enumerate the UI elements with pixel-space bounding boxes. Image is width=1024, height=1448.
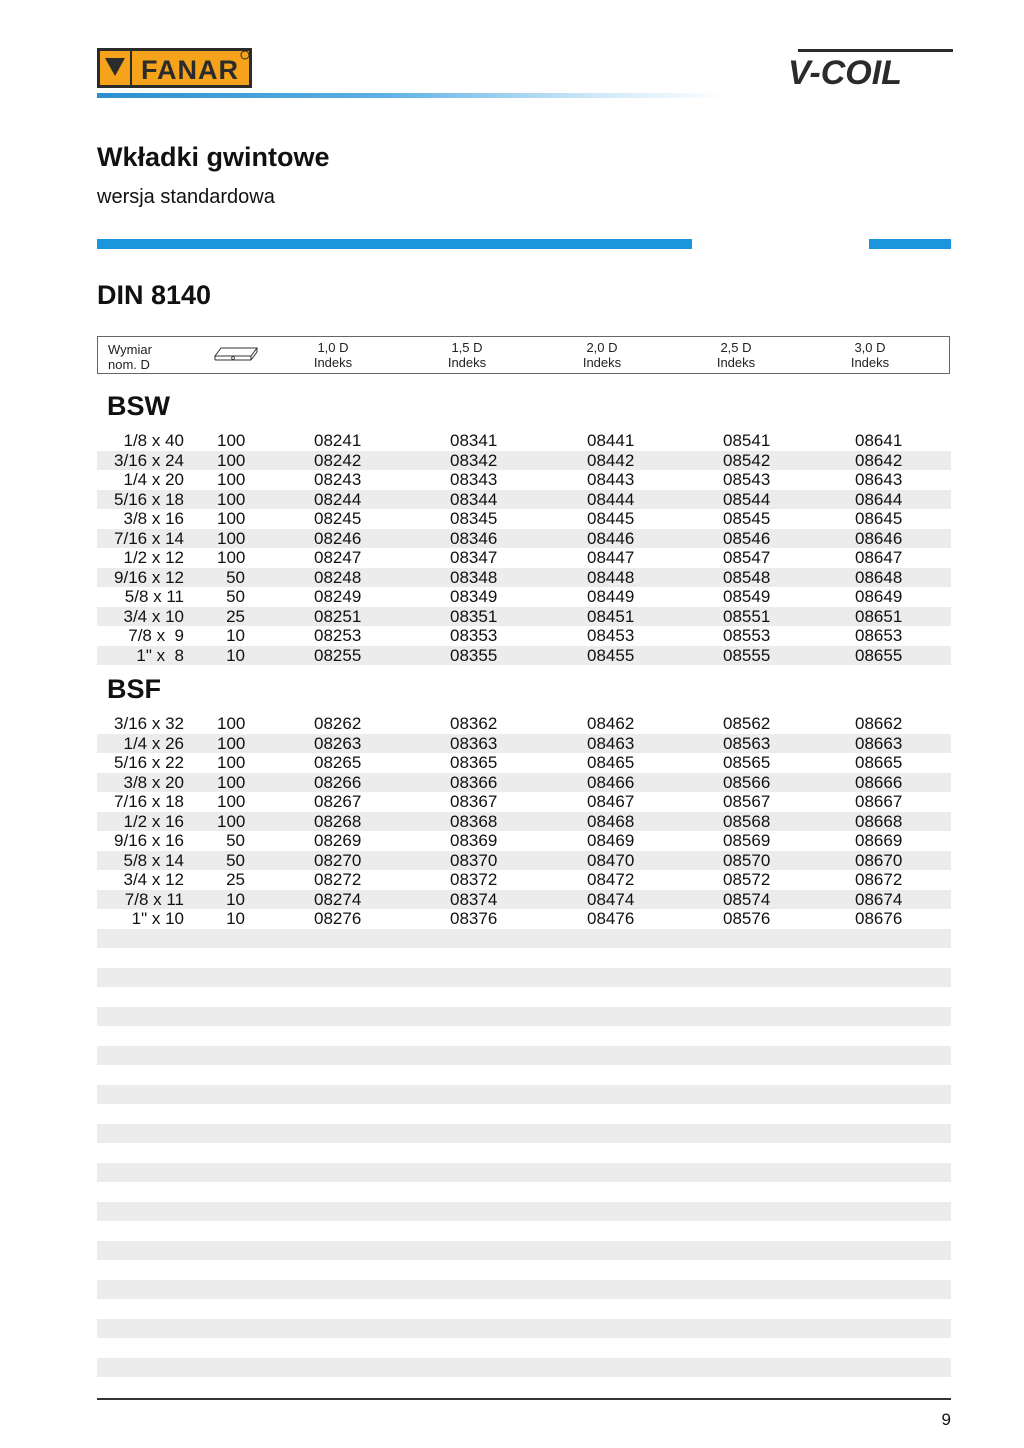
index-cell: 08455 [587,645,635,665]
index-cell: 08462 [587,714,635,733]
header-col-4-length: 2,5 D [720,340,752,355]
qty-cell: 100 [217,714,246,733]
qty-cell: 100 [217,811,246,831]
blue-divider-right [869,239,951,249]
size-cell: 1/2 x 16 [123,811,184,831]
index-cell: 08442 [587,450,635,470]
qty-cell: 10 [226,909,245,928]
index-cell: 08376 [450,909,498,928]
header-col-4 [708,340,764,370]
index-cell: 08244 [314,489,362,509]
blue-divider-left [97,239,692,249]
qty-cell: 100 [217,470,246,489]
index-cell: 08568 [723,811,771,831]
index-cell: 08669 [855,831,903,850]
index-cell: 08567 [723,792,771,811]
size-cell: 5/8 x 14 [123,850,184,870]
size-cell: 7/16 x 18 [114,792,184,811]
header-col-2-label: Indeks [447,355,487,370]
index-cell: 08241 [314,431,362,450]
index-cell: 08276 [314,909,362,928]
index-cell: 08648 [855,567,903,587]
index-cell: 08642 [855,450,903,470]
table-row [97,812,951,832]
table-row [97,714,951,734]
index-cell: 08572 [723,870,771,889]
index-cell: 08641 [855,431,903,450]
table-row [97,773,951,793]
size-cell: 3/16 x 24 [114,450,184,470]
size-cell: 9/16 x 12 [114,567,184,587]
index-cell: 08551 [723,606,771,626]
thread-insert-icon [213,344,259,362]
index-cell: 08666 [855,772,903,792]
qty-cell: 100 [217,548,246,567]
index-cell: 08346 [450,528,498,548]
index-cell: 08342 [450,450,498,470]
empty-row-stripe [97,1046,951,1066]
index-cell: 08443 [587,470,635,489]
index-cell: 08347 [450,548,498,567]
index-cell: 08372 [450,870,498,889]
index-cell: 08272 [314,870,362,889]
table-row [97,831,951,851]
index-cell: 08341 [450,431,498,450]
table-row [97,607,951,627]
empty-row-stripe [97,1124,951,1144]
index-cell: 08465 [587,753,635,772]
index-cell: 08651 [855,606,903,626]
index-cell: 08647 [855,548,903,567]
empty-row-stripe [97,1202,951,1222]
index-cell: 08251 [314,606,362,626]
header-col-5-label: Indeks [850,355,890,370]
index-cell: 08543 [723,470,771,489]
index-cell: 08366 [450,772,498,792]
index-cell: 08549 [723,587,771,606]
table-row [97,909,951,929]
index-cell: 08672 [855,870,903,889]
empty-row-stripe [97,1280,951,1300]
index-cell: 08562 [723,714,771,733]
table-row [97,626,951,646]
header-col-3-length: 2,0 D [586,340,618,355]
header-col-4-label: Indeks [716,355,756,370]
empty-row-stripe [97,1163,951,1183]
size-cell: 7/8 x 9 [128,626,184,645]
standard-heading: DIN 8140 [97,280,212,310]
index-cell: 08670 [855,850,903,870]
table-row [97,548,951,568]
index-cell: 08374 [450,889,498,909]
vcoil-logo [788,46,953,88]
index-cell: 08655 [855,645,903,665]
header-size-line2: nom. D [108,357,150,372]
index-cell: 08645 [855,509,903,528]
index-cell: 08662 [855,714,903,733]
qty-cell: 100 [217,772,246,792]
index-cell: 08249 [314,587,362,606]
header-gradient-line [97,93,727,98]
table-row [97,529,951,549]
index-cell: 08242 [314,450,362,470]
header-col-5 [842,340,898,370]
qty-cell: 10 [226,645,245,665]
index-cell: 08474 [587,889,635,909]
size-cell: 5/8 x 11 [124,587,184,606]
index-cell: 08268 [314,811,362,831]
index-cell: 08362 [450,714,498,733]
size-cell: 9/16 x 16 [114,831,184,850]
index-cell: 08668 [855,811,903,831]
index-cell: 08243 [314,470,362,489]
table-row [97,568,951,588]
table-header [97,336,950,374]
index-cell: 08246 [314,528,362,548]
index-cell: 08467 [587,792,635,811]
index-cell: 08547 [723,548,771,567]
index-cell: 08570 [723,850,771,870]
index-cell: 08541 [723,431,771,450]
qty-cell: 100 [217,489,246,509]
header-size [108,342,152,372]
index-cell: 08643 [855,470,903,489]
index-cell: 08566 [723,772,771,792]
size-cell: 3/4 x 12 [123,870,184,889]
header-col-1 [305,340,361,370]
qty-cell: 50 [226,567,245,587]
index-cell: 08565 [723,753,771,772]
qty-cell: 100 [217,792,246,811]
index-cell: 08370 [450,850,498,870]
table-row [97,509,951,529]
index-cell: 08466 [587,772,635,792]
index-cell: 08248 [314,567,362,587]
index-cell: 08451 [587,606,635,626]
header-col-5-length: 3,0 D [854,340,886,355]
index-cell: 08555 [723,645,771,665]
index-cell: 08255 [314,645,362,665]
index-cell: 08265 [314,753,362,772]
index-cell: 08449 [587,587,635,606]
table-row [97,431,951,451]
index-cell: 08470 [587,850,635,870]
index-cell: 08445 [587,509,635,528]
index-cell: 08644 [855,489,903,509]
index-cell: 08349 [450,587,498,606]
size-cell: 7/8 x 11 [124,889,184,909]
index-cell: 08546 [723,528,771,548]
qty-cell: 50 [226,850,245,870]
header-col-3 [574,340,630,370]
index-cell: 08476 [587,909,635,928]
table-row [97,753,951,773]
size-cell: 3/16 x 32 [114,714,184,733]
fanar-logo-text: FANAR [141,55,239,85]
size-cell: 1/8 x 40 [123,431,184,450]
index-cell: 08345 [450,509,498,528]
index-cell: 08676 [855,909,903,928]
qty-cell: 25 [226,606,245,626]
index-cell: 08351 [450,606,498,626]
qty-cell: 100 [217,450,246,470]
qty-cell: 100 [217,753,246,772]
empty-row-stripe [97,1319,951,1339]
empty-row-stripe [97,1241,951,1261]
qty-cell: 100 [217,528,246,548]
header-col-1-label: Indeks [313,355,353,370]
empty-row-stripe [97,1358,951,1378]
table-row [97,646,951,666]
header-col-3-label: Indeks [582,355,622,370]
index-cell: 08646 [855,528,903,548]
index-cell: 08446 [587,528,635,548]
size-cell: 7/16 x 14 [114,528,184,548]
table-row [97,734,951,754]
index-cell: 08542 [723,450,771,470]
index-cell: 08274 [314,889,362,909]
table-row [97,587,951,607]
table-row [97,890,951,910]
index-cell: 08674 [855,889,903,909]
header-size-line1: Wymiar [108,342,152,357]
size-cell: 1/4 x 26 [123,733,184,753]
index-cell: 08269 [314,831,362,850]
index-cell: 08365 [450,753,498,772]
index-cell: 08665 [855,753,903,772]
size-cell: 5/16 x 18 [114,489,184,509]
index-cell: 08245 [314,509,362,528]
qty-cell: 100 [217,733,246,753]
index-cell: 08247 [314,548,362,567]
index-cell: 08653 [855,626,903,645]
table-row [97,870,951,890]
size-cell: 1/4 x 20 [123,470,184,489]
table-row [97,792,951,812]
vcoil-logo-text: V-COIL [788,54,902,88]
empty-row-stripe [97,968,951,988]
footer-rule [97,1398,951,1400]
index-cell: 08355 [450,645,498,665]
table-row [97,470,951,490]
qty-cell: 50 [226,831,245,850]
index-cell: 08353 [450,626,498,645]
index-cell: 08463 [587,733,635,753]
index-cell: 08262 [314,714,362,733]
size-cell: 3/8 x 20 [123,772,184,792]
empty-row-stripe [97,929,951,949]
table-row [97,451,951,471]
qty-cell: 10 [226,626,245,645]
qty-cell: 50 [226,587,245,606]
index-cell: 08369 [450,831,498,850]
index-cell: 08453 [587,626,635,645]
size-cell: 3/8 x 16 [123,509,184,528]
index-cell: 08266 [314,772,362,792]
index-cell: 08441 [587,431,635,450]
index-cell: 08563 [723,733,771,753]
index-cell: 08267 [314,792,362,811]
index-cell: 08574 [723,889,771,909]
index-cell: 08472 [587,870,635,889]
table-row [97,851,951,871]
size-cell: 1" x 8 [136,645,184,665]
index-cell: 08649 [855,587,903,606]
index-cell: 08545 [723,509,771,528]
page-number: 9 [941,1410,951,1429]
size-cell: 5/16 x 22 [114,753,184,772]
empty-row-stripe [97,1007,951,1027]
qty-cell: 100 [217,431,246,450]
index-cell: 08576 [723,909,771,928]
index-cell: 08367 [450,792,498,811]
index-cell: 08468 [587,811,635,831]
qty-cell: 100 [217,509,246,528]
index-cell: 08363 [450,733,498,753]
index-cell: 08270 [314,850,362,870]
page-title: Wkładki gwintowe [97,142,330,172]
index-cell: 08368 [450,811,498,831]
index-cell: 08469 [587,831,635,850]
size-cell: 1/2 x 12 [123,548,184,567]
size-cell: 1" x 10 [131,909,184,928]
index-cell: 08263 [314,733,362,753]
empty-row-stripe [97,1085,951,1105]
index-cell: 08663 [855,733,903,753]
index-cell: 08253 [314,626,362,645]
qty-cell: 25 [226,870,245,889]
index-cell: 08448 [587,567,635,587]
index-cell: 08569 [723,831,771,850]
header-col-2 [439,340,495,370]
size-cell: 3/4 x 10 [123,606,184,626]
index-cell: 08548 [723,567,771,587]
index-cell: 08343 [450,470,498,489]
index-cell: 08444 [587,489,635,509]
header-col-2-length: 1,5 D [451,340,483,355]
qty-cell: 10 [226,889,245,909]
index-cell: 08553 [723,626,771,645]
section-title-bsw: BSW [107,391,170,421]
header-col-1-length: 1,0 D [317,340,349,355]
table-row [97,490,951,510]
index-cell: 08348 [450,567,498,587]
index-cell: 08544 [723,489,771,509]
index-cell: 08344 [450,489,498,509]
page-subtitle: wersja standardowa [97,186,275,208]
index-cell: 08667 [855,792,903,811]
section-title-bsf: BSF [107,674,161,704]
fanar-logo [97,48,252,88]
index-cell: 08447 [587,548,635,567]
